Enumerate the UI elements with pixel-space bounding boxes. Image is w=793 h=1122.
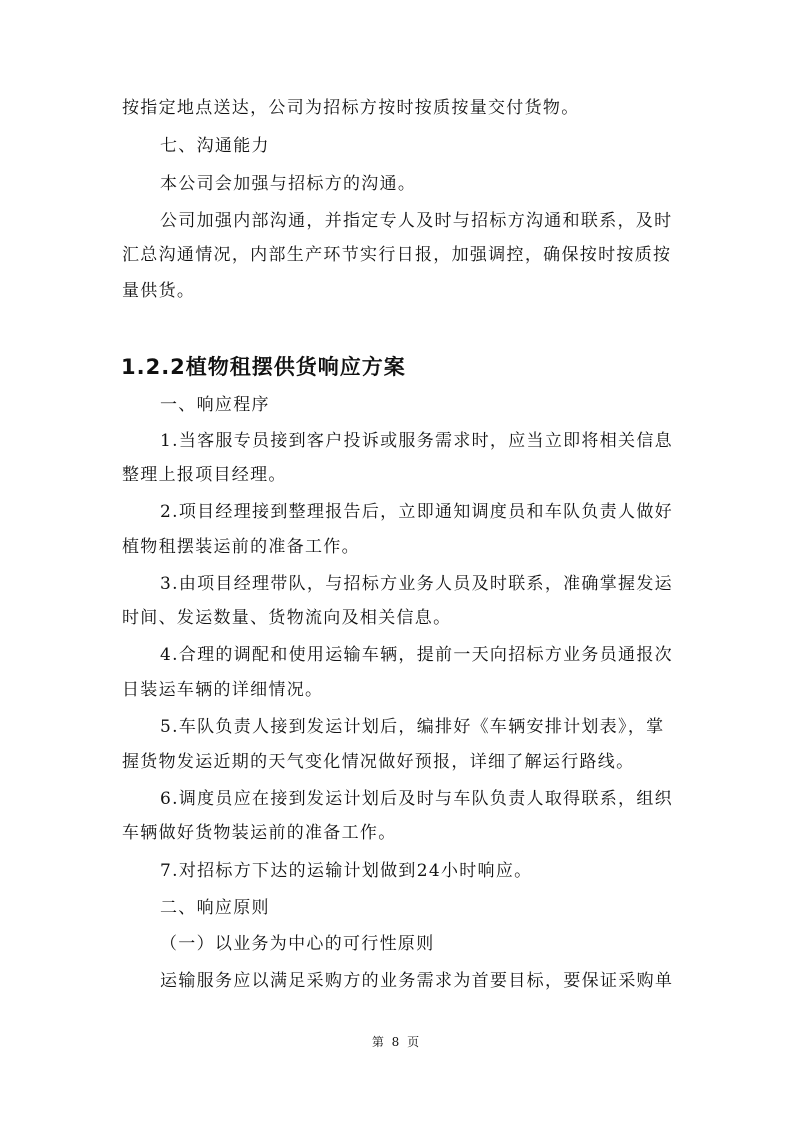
section-title: 一、响应程序	[160, 395, 270, 415]
page-number: 第 8 页	[371, 1035, 422, 1049]
paragraph-line: 量供货。	[122, 281, 196, 301]
paragraph-line: 运输服务应以满足采购方的业务需求为首要目标，要保证采购单	[160, 971, 672, 991]
paragraph-line: 按指定地点送达，公司为招标方按时按质按量交付货物。	[122, 98, 580, 118]
section-title: 二、响应原则	[160, 898, 270, 918]
list-item: 日装运车辆的详细情况。	[122, 680, 324, 700]
list-item: 3.由项目经理带队，与招标方业务人员及时联系，准确掌握发运	[160, 574, 673, 594]
list-item: 植物租摆装运前的准备工作。	[122, 537, 360, 557]
subsection-title: （一）以业务为中心的可行性原则	[160, 934, 435, 954]
list-item: 7.对招标方下达的运输计划做到24小时响应。	[160, 861, 533, 881]
list-item: 6.调度员应在接到发运计划后及时与车队负责人取得联系，组织	[160, 789, 673, 809]
section-title: 七、沟通能力	[160, 136, 270, 156]
list-item: 5.车队负责人接到发运计划后，编排好《车辆安排计划表》，掌	[160, 717, 665, 737]
list-item: 1.当客服专员接到客户投诉或服务需求时，应当立即将相关信息	[160, 431, 673, 451]
section-heading: 1.2.2植物租摆供货响应方案	[121, 355, 406, 379]
paragraph-line: 本公司会加强与招标方的沟通。	[160, 174, 417, 194]
list-item: 握货物发运近期的天气变化情况做好预报，详细了解运行路线。	[122, 752, 635, 772]
list-item: 时间、发运数量、货物流向及相关信息。	[122, 608, 452, 628]
paragraph-line: 汇总沟通情况，内部生产环节实行日报，加强调控，确保按时按质按	[122, 245, 670, 265]
list-item: 4.合理的调配和使用运输车辆，提前一天向招标方业务员通报次	[160, 645, 673, 665]
list-item: 整理上报项目经理。	[122, 465, 287, 485]
list-item: 2.项目经理接到整理报告后，立即通知调度员和车队负责人做好	[160, 502, 673, 522]
list-item: 车辆做好货物装运前的准备工作。	[122, 823, 397, 843]
paragraph-line: 公司加强内部沟通，并指定专人及时与招标方沟通和联系，及时	[160, 211, 673, 231]
